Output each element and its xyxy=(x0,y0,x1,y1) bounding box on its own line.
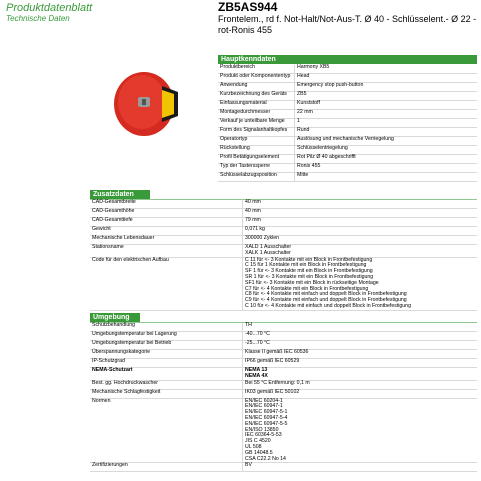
row-label: Zertifizierungen xyxy=(90,463,243,472)
value-line: Auslösung und mechanische Verriegelung xyxy=(297,136,394,142)
table-row xyxy=(90,245,477,258)
doc-subtitle: Technische Daten xyxy=(6,14,70,23)
row-value xyxy=(243,359,478,368)
value-line: XALD 1 Ausschalter xyxy=(245,244,292,250)
row-value xyxy=(243,209,478,218)
doc-header-right xyxy=(218,1,478,36)
row-value xyxy=(243,380,478,389)
row-value xyxy=(243,332,478,341)
table-row xyxy=(90,359,477,368)
row-value xyxy=(295,155,478,164)
doc-header-left xyxy=(6,2,206,23)
value-line: 1 xyxy=(297,118,300,124)
row-label: Montagedurchmesser xyxy=(218,110,295,119)
row-label: CAD-Gesamttiefe xyxy=(90,218,243,227)
value-line: C 15 für 1 Kontakte mit ein Block in Frontbefestigung xyxy=(245,262,367,269)
value-line: EN/IEC 60947-5-5 xyxy=(245,420,288,427)
table-row xyxy=(218,173,477,182)
value-line: CSA C22.2 No 14 xyxy=(245,455,286,462)
value-line: C8 für <- 4 Kontakte mit einfach und doppelt Block in Frontbefestigung xyxy=(245,291,407,298)
value-line: Rund xyxy=(297,127,310,133)
row-label: Umgebungstemperatur bei Betrieb xyxy=(90,341,243,350)
row-label: Gewicht xyxy=(90,227,243,236)
value-line: TH xyxy=(245,322,252,328)
value-line: Harmony XB5 xyxy=(297,64,330,70)
table-row xyxy=(90,389,477,398)
row-value xyxy=(243,463,478,472)
doc-title: Produktdatenblatt xyxy=(6,2,93,14)
row-value xyxy=(243,398,478,463)
row-label: NEMA-Schutzart xyxy=(90,368,243,381)
row-label: Produkt oder Komponententyp xyxy=(218,74,295,83)
table-row xyxy=(90,380,477,389)
row-label: Überspannungskategorie xyxy=(90,350,243,359)
table-row xyxy=(90,257,477,310)
row-value xyxy=(243,323,478,332)
value-line: IP66 gemäß IEC 60529 xyxy=(245,358,300,364)
value-line: Bei 55 °C Entfernung: 0,1 m xyxy=(245,379,310,386)
row-label: Typ der Tasterssperre xyxy=(218,164,295,173)
row-label: Einfassungsmaterial xyxy=(218,101,295,110)
row-label: Operatortyp xyxy=(218,137,295,146)
value-line: SF 1 für <- 3 Kontakte mit ein Block in Frontbefestigung xyxy=(245,268,373,275)
row-label: Normen xyxy=(90,398,243,463)
section-umgebung: Umgebung xyxy=(90,313,140,322)
row-label: Kurzbezeichnung des Geräts xyxy=(218,92,295,101)
value-line: Emergency stop push-button xyxy=(297,82,364,88)
row-value xyxy=(295,83,478,92)
value-line: Mitte xyxy=(297,172,309,178)
product-image xyxy=(112,66,184,138)
value-line: EN/IEC 60947-5-1 xyxy=(245,409,288,416)
value-line: C 10 für <- 4 Kontakte mit einfach und doppelt Block in Frontbefestigung xyxy=(245,302,411,309)
row-value xyxy=(295,164,478,173)
value-line: 22 mm xyxy=(297,109,313,115)
value-line: BV xyxy=(245,462,252,469)
row-label: Best. gg. Hochdruckwascher xyxy=(90,380,243,389)
value-line: Rot Pilz Ø 40 abgeschrifft xyxy=(297,154,356,160)
table-row xyxy=(90,463,477,472)
value-line: Ronis 455 xyxy=(297,163,321,169)
value-line: Kunststoff xyxy=(297,100,320,106)
row-value xyxy=(243,257,478,310)
row-label: Rückstellung xyxy=(218,146,295,155)
row-label: Schlüsselabzugsposition xyxy=(218,173,295,182)
row-label: Mechanische Lebensdauer xyxy=(90,236,243,245)
row-label: Schutzbehandlung xyxy=(90,323,243,332)
row-value xyxy=(243,245,478,258)
value-line: EN/IEC 60204-1 xyxy=(245,397,283,404)
row-value xyxy=(295,65,478,74)
value-line: 0,071 kg xyxy=(245,226,265,232)
value-line: NEMA 4X xyxy=(245,372,268,379)
value-line: GB 14048.5 xyxy=(245,449,273,456)
row-value xyxy=(243,389,478,398)
row-label: IP-Schutzgrad xyxy=(90,359,243,368)
row-value xyxy=(295,110,478,119)
product-description: Frontelem., rd f. Not-Halt/Not-Aus-T. Ø 40 - Schlüsselent.- Ø 22 - rot-Ronis 455 xyxy=(218,14,477,35)
value-line: Head xyxy=(297,73,310,79)
table-row xyxy=(90,398,477,463)
value-line: NEMA 13 xyxy=(245,367,268,373)
value-line: EN/IEC 60947-1 xyxy=(245,403,283,410)
row-label: Mechanische Schlagfestigkeit xyxy=(90,389,243,398)
row-value xyxy=(295,119,478,128)
table-row xyxy=(90,368,477,381)
part-number: ZB5AS944 xyxy=(218,0,278,14)
value-line: EN/IEC 60947-5-4 xyxy=(245,414,288,421)
section-hauptkenndaten: Hauptkenndaten xyxy=(218,55,477,64)
value-line: UL 508 xyxy=(245,443,262,450)
value-line: C7 für <- 4 Kontakte mit ein Block in Frontbefestigung xyxy=(245,285,369,292)
table-row xyxy=(90,218,477,227)
row-value xyxy=(295,92,478,101)
value-line: 40 mm xyxy=(245,208,261,214)
row-label: CAD-Gesamtbreite xyxy=(90,200,243,209)
row-label: Code für den elektrischen Aufbau xyxy=(90,257,243,310)
value-line: 79 mm xyxy=(245,217,261,223)
row-value xyxy=(295,173,478,182)
env-data-table xyxy=(90,323,477,472)
value-line: Klasse II gemäß IEC 60536 xyxy=(245,349,309,355)
row-label: Umgebungstemperatur bei Lagerung xyxy=(90,332,243,341)
extra-data-table xyxy=(90,200,477,311)
value-line: SF1 für <- 3 Kontakte mit ein Block in rückseitige Montage xyxy=(245,279,379,286)
table-row xyxy=(90,209,477,218)
row-label: Verkauf je unteilbare Menge xyxy=(218,119,295,128)
row-label: Anwendung xyxy=(218,83,295,92)
value-line: -40...70 °C xyxy=(245,331,270,337)
value-line: 40 mm xyxy=(245,199,261,205)
main-data-table xyxy=(218,65,477,182)
section-zusatzdaten: Zusatzdaten xyxy=(90,190,150,199)
value-line: EN/ISO 13850 xyxy=(245,426,279,433)
value-line: JIS C 4520 xyxy=(245,438,271,445)
row-label: Profil Betätigungselement xyxy=(218,155,295,164)
row-label: CAD-Gesamthöhe xyxy=(90,209,243,218)
value-line: SR 1 für <- 3 Kontakte mit ein Block in Frontbefestigung xyxy=(245,273,374,280)
row-value xyxy=(295,101,478,110)
row-label: Produktbereich xyxy=(218,65,295,74)
value-line: IEC 60364-5-53 xyxy=(245,432,282,439)
table-row xyxy=(90,200,477,209)
row-label: Stationsname xyxy=(90,245,243,258)
row-value xyxy=(243,368,478,381)
row-value xyxy=(243,218,478,227)
row-label: Form des Signalanhaltkopfes xyxy=(218,128,295,137)
value-line: ZB5 xyxy=(297,91,307,97)
value-line: C 11 für <- 3 Kontakte mit ein Block in Frontbefestigung xyxy=(245,256,373,263)
value-line: 300000 Zyklen xyxy=(245,235,280,241)
value-line: Schlüsselentriegelung xyxy=(297,145,348,151)
value-line: XALK 1 Ausschalter xyxy=(245,249,291,256)
value-line: C9 für <- 4 Kontakte mit einfach und doppelt Block in Frontbefestigung xyxy=(245,297,407,304)
value-line: IK03 gemäß IEC 50102 xyxy=(245,388,300,395)
value-line: -25...70 °C xyxy=(245,340,270,346)
row-value xyxy=(243,200,478,209)
